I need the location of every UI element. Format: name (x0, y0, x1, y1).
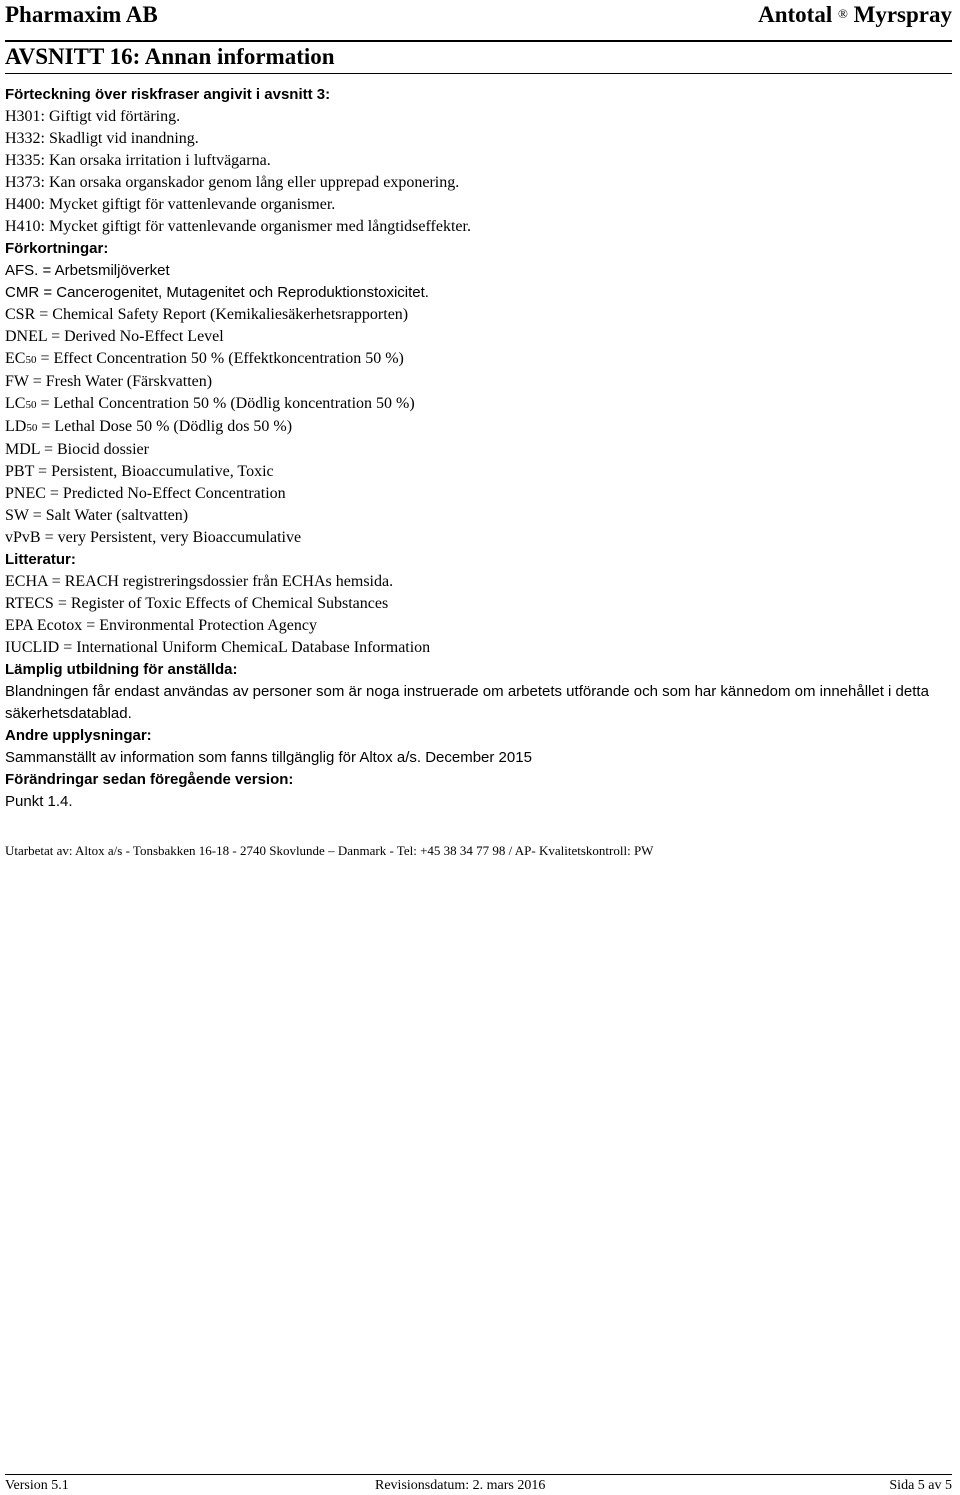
risk-phrase-item: H332: Skadligt vid inandning. (5, 130, 199, 147)
literature-item: IUCLID = International Uniform ChemicaL Database Information (5, 639, 431, 656)
changes-text: Punkt 1.4. (5, 793, 73, 810)
training-text: Blandningen får endast användas av personer som är noga instruerade om arbetets utförande och som har kännedom om innehållet i detta säkerhetsdatablad. (5, 683, 929, 722)
section-divider (5, 73, 952, 74)
page-footer (5, 1474, 952, 1495)
abbreviation-mdl: MDL = Biocid dossier (5, 441, 149, 458)
abbreviation-pnec: PNEC = Predicted No-Effect Concentration (5, 485, 286, 502)
abbreviation-csr: CSR = Chemical Safety Report (Kemikaliesäkerhetsrapporten) (5, 306, 409, 323)
risk-phrase-item: H373: Kan orsaka organskador genom lång eller upprepad exponering. (5, 174, 460, 191)
abbreviation-lc50-prefix: LC (5, 395, 26, 412)
abbreviation-ec50-prefix: EC (5, 350, 26, 367)
abbreviation-fw: FW = Fresh Water (Färskvatten) (5, 373, 213, 390)
abbreviation-afs: AFS. = Arbetsmiljöverket (5, 262, 170, 279)
literature-item: ECHA = REACH registreringsdossier från ECHAs hemsida. (5, 573, 394, 590)
abbreviation-ld50-prefix: LD (5, 418, 27, 435)
registered-trademark-mark: ® (837, 6, 848, 21)
abbreviation-pbt: PBT = Persistent, Bioaccumulative, Toxic (5, 463, 274, 480)
literature-heading: Litteratur: (5, 551, 76, 568)
risk-phrase-item: H335: Kan orsaka irritation i luftvägarna. (5, 152, 271, 169)
abbreviation-vpvb: vPvB = very Persistent, very Bioaccumulative (5, 529, 302, 546)
page-number: Sida 5 av 5 (889, 1478, 952, 1493)
abbreviation-lc50-subscript: 50 (25, 399, 37, 411)
abbreviation-ld50 (5, 416, 945, 439)
section-title: AVSNITT 16: Annan information (5, 44, 335, 69)
other-info-text: Sammanställt av information som fanns tillgänglig för Altox a/s. December 2015 (5, 749, 532, 766)
abbreviation-ld50-text: = Lethal Dose 50 % (Dödlig dos 50 %) (37, 418, 293, 435)
abbreviation-sw: SW = Salt Water (saltvatten) (5, 507, 189, 524)
training-heading: Lämplig utbildning för anställda: (5, 661, 238, 678)
literature-item: EPA Ecotox = Environmental Protection Agency (5, 617, 317, 634)
section-content (5, 84, 945, 813)
changes-heading: Förändringar sedan föregående version: (5, 771, 294, 788)
product-name-suffix: Myrspray (853, 2, 952, 27)
revision-date: Revisionsdatum: 2. mars 2016 (375, 1478, 546, 1493)
page-header (5, 0, 952, 42)
other-info-heading: Andre upplysningar: (5, 727, 152, 744)
abbreviation-cmr: CMR = Cancerogenitet, Mutagenitet och Reproduktionstoxicitet. (5, 284, 429, 301)
abbreviation-ld50-subscript: 50 (26, 422, 38, 434)
product-name-main: Antotal (758, 2, 833, 27)
literature-item: RTECS = Register of Toxic Effects of Chemical Substances (5, 595, 389, 612)
abbreviation-ec50 (5, 348, 945, 371)
risk-phrase-item: H410: Mycket giftigt för vattenlevande organismer med långtidseffekter. (5, 218, 471, 235)
abbreviation-lc50 (5, 393, 945, 416)
version-label: Version 5.1 (5, 1478, 69, 1493)
abbreviation-lc50-text: = Lethal Concentration 50 % (Dödlig koncentration 50 %) (36, 395, 415, 412)
risk-phrase-item: H400: Mycket giftigt för vattenlevande organismer. (5, 196, 336, 213)
risk-phrases-heading: Förteckning över riskfraser angivit i avsnitt 3: (5, 86, 331, 103)
abbreviation-ec50-text: = Effect Concentration 50 % (Effektkoncentration 50 %) (36, 350, 404, 367)
abbreviations-heading: Förkortningar: (5, 240, 109, 257)
abbreviation-ec50-subscript: 50 (25, 354, 37, 366)
company-name: Pharmaxim AB (5, 2, 158, 27)
risk-phrase-item: H301: Giftigt vid förtäring. (5, 108, 181, 125)
abbreviation-dnel: DNEL = Derived No-Effect Level (5, 328, 224, 345)
prepared-by-line: Utarbetat av: Altox a/s - Tonsbakken 16-18 - 2740 Skovlunde – Danmark - Tel: +45 38 34 77 98 / AP- Kvalitetskontroll: PW (5, 843, 654, 858)
product-name (758, 2, 952, 28)
